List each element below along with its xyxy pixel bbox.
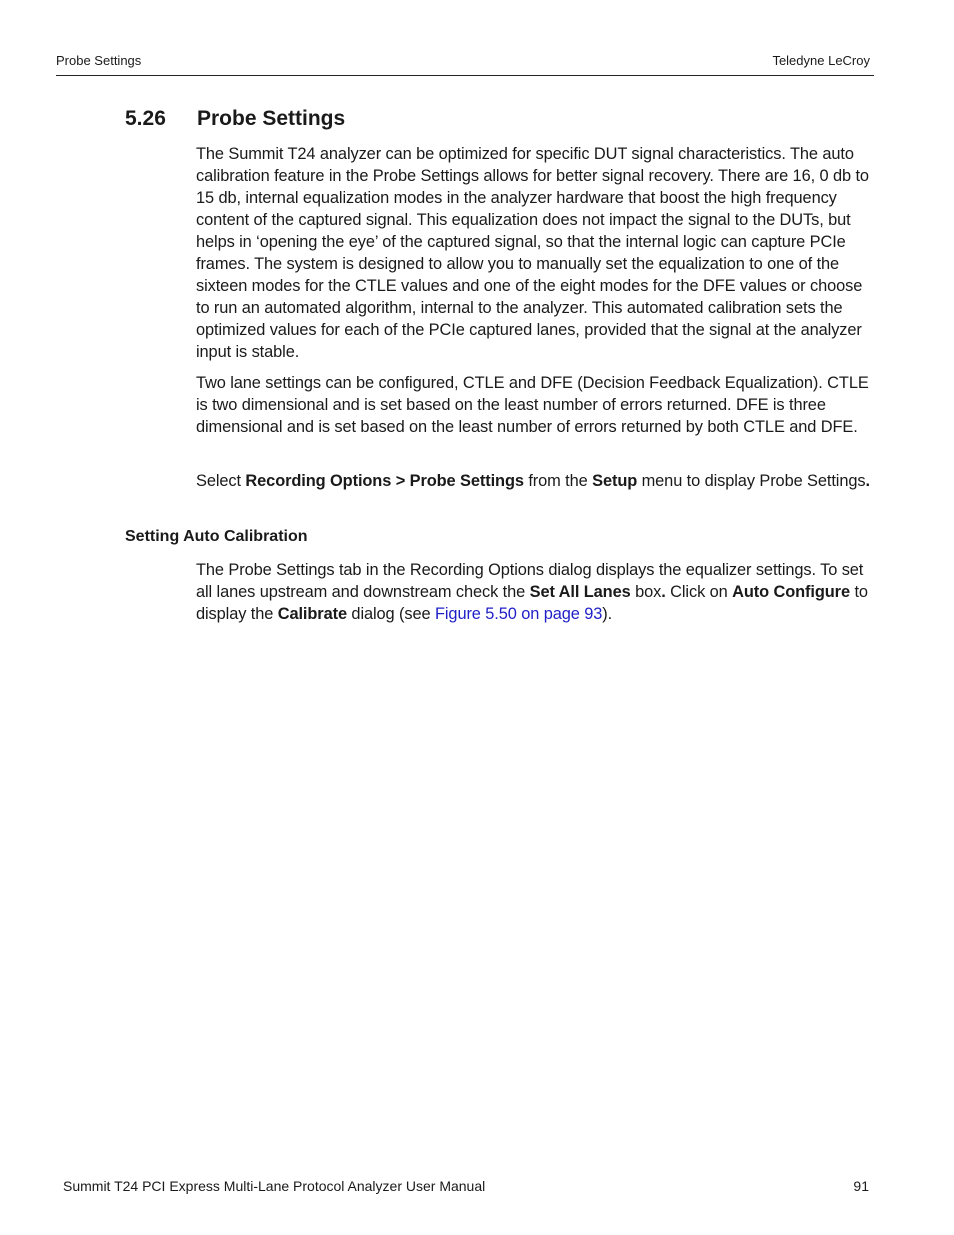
text-run: dialog (see <box>346 605 435 623</box>
auto-configure-bold: Auto Configure <box>732 583 850 601</box>
paragraph-auto-calibration-text <box>196 559 872 625</box>
paragraph-lane-settings <box>196 372 872 438</box>
header-divider <box>56 75 874 76</box>
section-heading <box>125 105 345 133</box>
menu-path-bold: Recording Options > Probe Settings <box>245 472 524 490</box>
text-run: menu to display Probe Settings <box>637 472 866 490</box>
text-run: from the <box>523 472 593 490</box>
header-chapter-title: Probe Settings <box>56 53 142 68</box>
set-all-lanes-bold: Set All Lanes <box>529 583 631 601</box>
paragraph-intro-text: The Summit T24 analyzer can be optimized for specific DUT signal characteristics. The auto calibration feature in the Probe Settings allows for better signal recovery. There are 16, 0 db to 15 db, internal equalization modes in the analyzer hardware that boost the high frequency content of the captured signal. This equalization does not impact the signal to the DUTs, but helps in ‘opening the eye’ of the captured signal, so that the internal logic can capture PCIe frames. The system is designed to allow you to manually set the equalization to one of the sixteen modes for the CTLE values and one of the eight modes for the DFE values or choose to run an automated algorithm, internal to the analyzer. This automated calibration sets the optimized values for each of the PCIe captured lanes, provided that the signal at the analyzer input is stable. <box>196 145 869 361</box>
subsection-heading: Setting Auto Calibration <box>125 528 308 545</box>
section-number: 5.26 <box>125 107 166 130</box>
text-run: Select <box>196 472 246 490</box>
text-run: The Probe Settings tab in the Recording Options dialog displays the equalizer settings. To set all lanes upstream and downstream check the <box>196 561 864 601</box>
text-run: ). <box>602 605 613 623</box>
paragraph-lane-settings-text: Two lane settings can be configured, CTLE and DFE (Decision Feedback Equalization). CTLE is two dimensional and is set based on the least number of errors returned. DFE is three dimensional and is set based on the least number of errors returned by both CTLE and DFE. <box>196 374 869 436</box>
header-company-name: Teledyne LeCroy <box>772 53 870 68</box>
text-run: Click on <box>665 583 733 601</box>
paragraph-menu-instruction <box>196 470 872 492</box>
calibrate-bold: Calibrate <box>277 605 347 623</box>
paragraph-menu-instruction-text <box>196 470 872 492</box>
footer-manual-title: Summit T24 PCI Express Multi-Lane Protocol Analyzer User Manual <box>63 1178 486 1194</box>
paragraph-intro <box>196 143 872 363</box>
paragraph-auto-calibration <box>196 559 872 625</box>
page-footer <box>63 1177 869 1195</box>
bold-period: . <box>661 583 666 601</box>
page-number: 91 <box>853 1178 869 1194</box>
bold-period: . <box>865 472 870 490</box>
text-run: to display the <box>196 583 868 623</box>
text-run: box <box>630 583 662 601</box>
figure-reference-link[interactable]: Figure 5.50 on page 93 <box>434 605 603 623</box>
running-header <box>56 52 870 70</box>
setup-menu-bold: Setup <box>592 472 638 490</box>
section-title: Probe Settings <box>197 107 346 130</box>
